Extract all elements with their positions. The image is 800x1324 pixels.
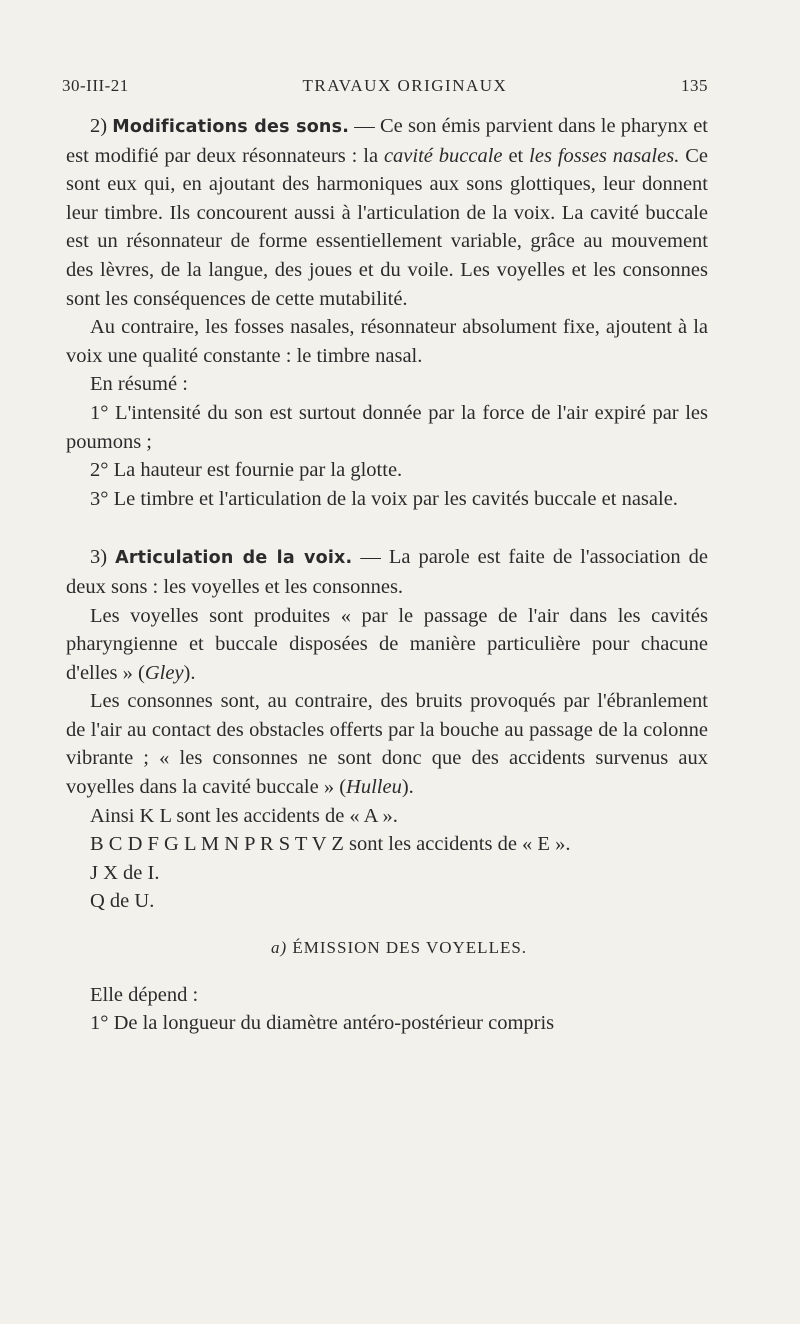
text-span: — Ce son émis parvient dans le pharynx et est modifié par deux résonnateurs : la xyxy=(66,115,708,167)
text-span: Les voyelles sont produites « par le passage de l'air dans les cavités pharyngienne et buccale disposées de manière particulière pour chacune d'elles » ( xyxy=(66,604,708,684)
italic-author: Hulleu xyxy=(346,776,402,799)
italic-term: cavité buccale xyxy=(383,144,503,167)
page-number: 135 xyxy=(680,76,708,95)
subsection-title: ÉMISSION DES VOYELLES. xyxy=(292,938,528,958)
italic-term: les fosses nasales. xyxy=(529,144,680,167)
paragraph: Elle dépend : xyxy=(90,983,199,1006)
paragraph: Ainsi K L sont les accidents de « A ». xyxy=(90,804,398,827)
text-span: ). xyxy=(401,776,414,799)
paragraph: 1° De la longueur du diamètre antéro-postérieur compris xyxy=(90,1012,555,1035)
paragraph: B C D F G L M N P R S T V Z sont les accidents de « E ». xyxy=(90,833,571,856)
paragraph xyxy=(66,687,708,801)
paragraph: Q de U. xyxy=(90,890,155,913)
text-span: et xyxy=(502,144,530,167)
list-item: 3° Le timbre et l'articulation de la voix par les cavités buccale et nasale. xyxy=(90,487,678,510)
section-heading: Modifications des sons. xyxy=(112,117,350,137)
section-number: 3) xyxy=(90,546,108,569)
subsection-label: a) xyxy=(270,938,288,958)
text-span: ). xyxy=(183,661,196,684)
running-header xyxy=(62,76,708,96)
text-span: Les consonnes sont, au contraire, des bruits provoqués par l'ébranlement de l'air au contact des obstacles offerts par la bouche au passage de la colonne vibrante ; « les consonnes ne sont donc que des accidents survenus aux voyelles dans la cavité buccale » ( xyxy=(66,690,708,799)
paragraph: En résumé : xyxy=(90,373,188,396)
paragraph xyxy=(66,112,708,313)
list-item: 2° La hauteur est fournie par la glotte. xyxy=(90,459,403,482)
subsection-heading xyxy=(66,934,708,963)
italic-author: Gley xyxy=(144,661,184,684)
section-number: 2) xyxy=(90,115,108,137)
header-date: 30-III-21 xyxy=(62,76,129,95)
spacer xyxy=(66,916,708,934)
paragraph: Au contraire, les fosses nasales, résonnateur absolument fixe, ajoutent à la voix une qualité constante : le timbre nasal. xyxy=(66,316,708,367)
text-span: — La parole est faite de l'association de deux sons : les voyelles et les consonnes. xyxy=(66,546,709,598)
paragraph: J X de I. xyxy=(90,861,160,884)
header-title: TRAVAUX ORIGINAUX xyxy=(302,76,508,95)
paragraph xyxy=(66,602,708,688)
spacer xyxy=(66,963,708,981)
body-text xyxy=(66,112,708,1038)
text-span: Ce sont eux qui, en ajoutant des harmoniques aux sons glottiques, leur donnent leur timbre. Ils concourent aussi à l'articulation de la voix. La cavité buccale est un résonnateur de forme essentiellement variable, grâce au mouvement des lèvres, de la langue, des joues et du voile. Les voyelles et les consonnes sont les conséquences de cette mutabilité. xyxy=(66,144,709,310)
paragraph xyxy=(66,543,708,601)
spacer xyxy=(66,513,708,543)
section-heading: Articulation de la voix. xyxy=(115,548,353,569)
list-item: 1° L'intensité du son est surtout donnée par la force de l'air expiré par les poumons ; xyxy=(66,401,708,453)
